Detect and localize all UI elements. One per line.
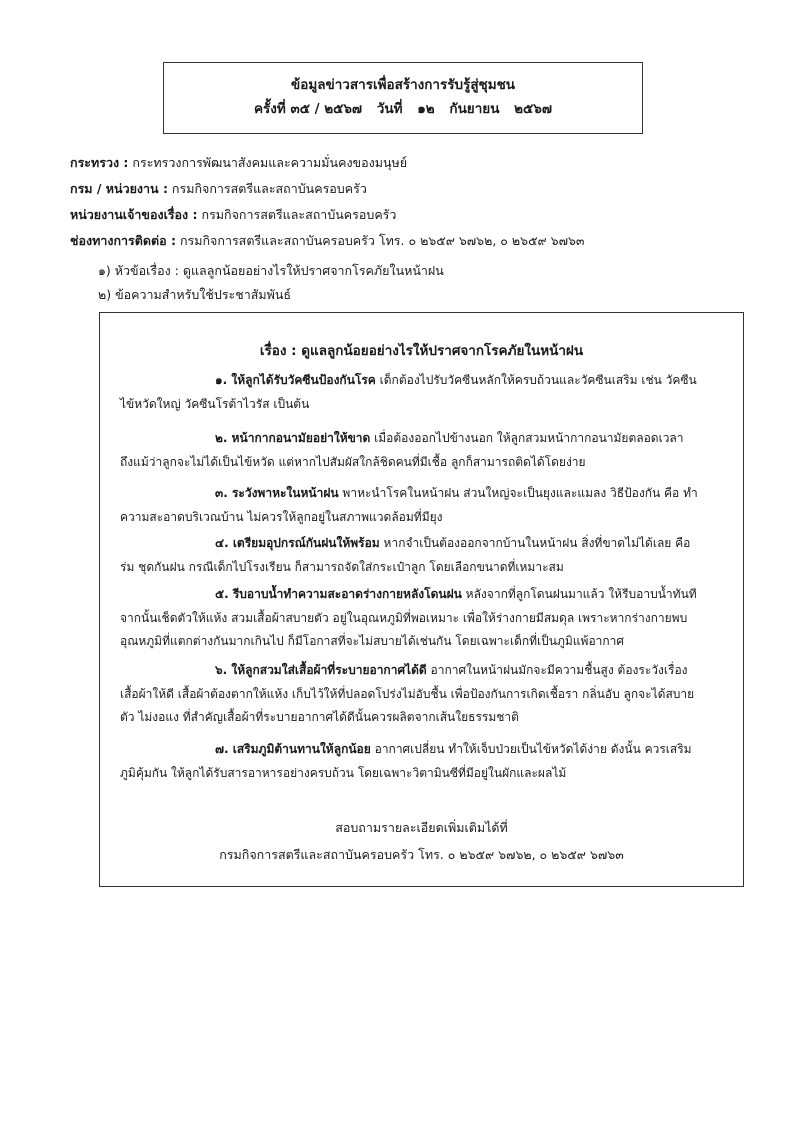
item-text: เสื้อผ้าให้ดี เสื้อผ้าต้องตากให้แห้ง เก็บไว้ให้ที่ปลอดโปร่งไม่อับชื้น เพื่อป้องกันการเกิดเชื้อรา กลิ่นอับ ลูกจะได้สบาย bbox=[120, 686, 695, 701]
item-text: พาหะนำโรคในหน้าฝน ส่วนใหญ่จะเป็นยุงและแมลง วิธีป้องกัน คือ ทำ bbox=[342, 486, 698, 500]
item-text: ไข้หวัดใหญ่ วัคซีนโรต้าไวรัส เป็นต้น bbox=[120, 396, 310, 411]
content-item-3 bbox=[120, 482, 725, 529]
meta-owner bbox=[70, 202, 770, 228]
item-text: อุณหภูมิที่แตกต่างกันมากเกินไป ก็มีโอกาสที่จะไม่สบายได้เช่นกัน โดยเฉพาะเด็กที่เป็นภูมิแพ้อากาศ bbox=[120, 634, 625, 648]
item-text: หลังจากที่ลูกโดนฝนมาแล้ว ให้รีบอาบน้ำทันที bbox=[465, 587, 697, 601]
document-title: ข้อมูลข่าวสารเพื่อสร้างการรับรู้สู่ชุมชน bbox=[290, 77, 516, 93]
item-text: ถึงแม้ว่าลูกจะไม่ได้เป็นไข้หวัด แต่หากไปสัมผัสใกล้ชิดคนที่มีเชื้อ ลูกก็สามารถติดได้โดยง่าย bbox=[120, 454, 586, 469]
content-item-4 bbox=[120, 532, 725, 579]
item-text: เด็กต้องไปรับวัคซีนหลักให้ครบถ้วนและวัคซีนเสริม เช่น วัคซีน bbox=[379, 373, 697, 387]
content-box bbox=[99, 312, 744, 887]
content-item-7 bbox=[120, 738, 725, 785]
meta-department bbox=[70, 176, 770, 202]
footer-line-2: กรมกิจการสตรีและสถาบันครอบครัว โทร. ๐ ๒๖๕๙ ๖๗๖๒, ๐ ๒๖๕๙ ๖๗๖๓ bbox=[219, 847, 624, 862]
topic-1-label: ๑) หัวข้อเรื่อง : bbox=[98, 263, 179, 278]
content-title: เรื่อง : ดูแลลูกน้อยอย่างไรให้ปราศจากโรคภัยในหน้าฝน bbox=[259, 343, 584, 359]
topic-1-value: ดูแลลูกน้อยอย่างไรให้ปราศจากโรคภัยในหน้าฝน bbox=[182, 263, 444, 278]
meta-contact bbox=[70, 228, 770, 254]
ministry-value: กระทรวงการพัฒนาสังคมและความมั่นคงของมนุษย์ bbox=[132, 155, 408, 170]
contact-label: ช่องทางการติดต่อ : bbox=[70, 233, 176, 248]
item-text: เมื่อต้องออกไปข้างนอก ให้ลูกสวมหน้ากากอนามัยตลอดเวลา bbox=[374, 431, 684, 445]
department-label: กรม / หน่วยงาน : bbox=[70, 181, 168, 196]
content-item-6 bbox=[120, 659, 725, 730]
date-year: ๒๕๖๗ bbox=[514, 101, 552, 117]
item-text: อากาศเปลี่ยน ทำให้เจ็บป่วยเป็นไข้หวัดได้ง่าย ดังนั้น ควรเสริม bbox=[374, 742, 692, 756]
date-month: กันยายน bbox=[449, 101, 500, 117]
content-item-5 bbox=[120, 583, 725, 654]
item-heading: ๑. ให้ลูกได้รับวัคซีนป้องกันโรค bbox=[215, 373, 376, 387]
date-label: วันที่ bbox=[376, 101, 403, 117]
item-text: ตัว ไม่งอแง ที่สำคัญเสื้อผ้าที่ระบายอากาศได้ดีนั้นควรผลิตจากเส้นใยธรรมชาติ bbox=[120, 710, 519, 724]
owner-label: หน่วยงานเจ้าของเรื่อง : bbox=[70, 207, 198, 222]
item-text: จากนั้นเช็ดตัวให้แห้ง สวมเสื้อผ้าสบายตัว อยู่ในอุณหภูมิที่พอเหมาะ เพื่อให้ร่างกายมีสมดุล เพราะหากร่างกายพบ bbox=[120, 610, 688, 625]
contact-value: กรมกิจการสตรีและสถาบันครอบครัว โทร. ๐ ๒๖๕๙ ๖๗๖๒, ๐ ๒๖๕๙ ๖๗๖๓ bbox=[179, 233, 585, 248]
topic-2: ๒) ข้อความสำหรับใช้ประชาสัมพันธ์ bbox=[98, 287, 292, 302]
content-item-1 bbox=[120, 369, 725, 416]
item-text: หากจำเป็นต้องออกจากบ้านในหน้าฝน สิ่งที่ขาดไม่ได้เลย คือ bbox=[383, 536, 691, 550]
item-heading: ๖. ให้ลูกสวมใส่เสื้อผ้าที่ระบายอากาศได้ดี bbox=[215, 663, 427, 677]
item-heading: ๒. หน้ากากอนามัยอย่าให้ขาด bbox=[215, 431, 371, 445]
item-text: ความสะอาดบริเวณบ้าน ไม่ควรให้ลูกอยู่ในสภาพแวดล้อมที่มียุง bbox=[120, 509, 443, 524]
item-heading: ๔. เตรียมอุปกรณ์กันฝนให้พร้อม bbox=[215, 536, 380, 550]
date-day: ๑๒ bbox=[417, 101, 435, 117]
issue-number: ครั้งที่ ๓๕ / ๒๕๖๗ bbox=[254, 101, 363, 117]
item-heading: ๕. รีบอาบน้ำทำความสะอาดร่างกายหลังโดนฝน bbox=[215, 587, 462, 601]
item-heading: ๓. ระวังพาหะในหน้าฝน bbox=[215, 486, 339, 500]
topics bbox=[98, 259, 444, 307]
meta-info bbox=[70, 150, 770, 254]
item-heading: ๗. เสริมภูมิต้านทานให้ลูกน้อย bbox=[215, 742, 371, 756]
header-box bbox=[163, 62, 643, 134]
topic-1 bbox=[98, 259, 444, 283]
owner-value: กรมกิจการสตรีและสถาบันครอบครัว bbox=[201, 207, 397, 222]
department-value: กรมกิจการสตรีและสถาบันครอบครัว bbox=[171, 181, 367, 196]
footer-line-1: สอบถามรายละเอียดเพิ่มเติมได้ที่ bbox=[335, 820, 508, 835]
issue-line bbox=[164, 97, 642, 119]
item-text: ภูมิคุ้มกัน ให้ลูกได้รับสารอาหารอย่างครบถ้วน โดยเฉพาะวิตามินซีที่มีอยู่ในผักและผลไม้ bbox=[120, 765, 567, 780]
content-item-2 bbox=[120, 427, 725, 474]
item-text: ร่ม ชุดกันฝน กรณีเด็กไปโรงเรียน ก็สามารถจัดใส่กระเป๋าลูก โดยเลือกขนาดที่เหมาะสม bbox=[120, 559, 564, 574]
ministry-label: กระทรวง : bbox=[70, 155, 129, 170]
meta-ministry bbox=[70, 150, 770, 176]
item-text: อากาศในหน้าฝนมักจะมีความชื้นสูง ต้องระวังเรื่อง bbox=[430, 663, 688, 677]
